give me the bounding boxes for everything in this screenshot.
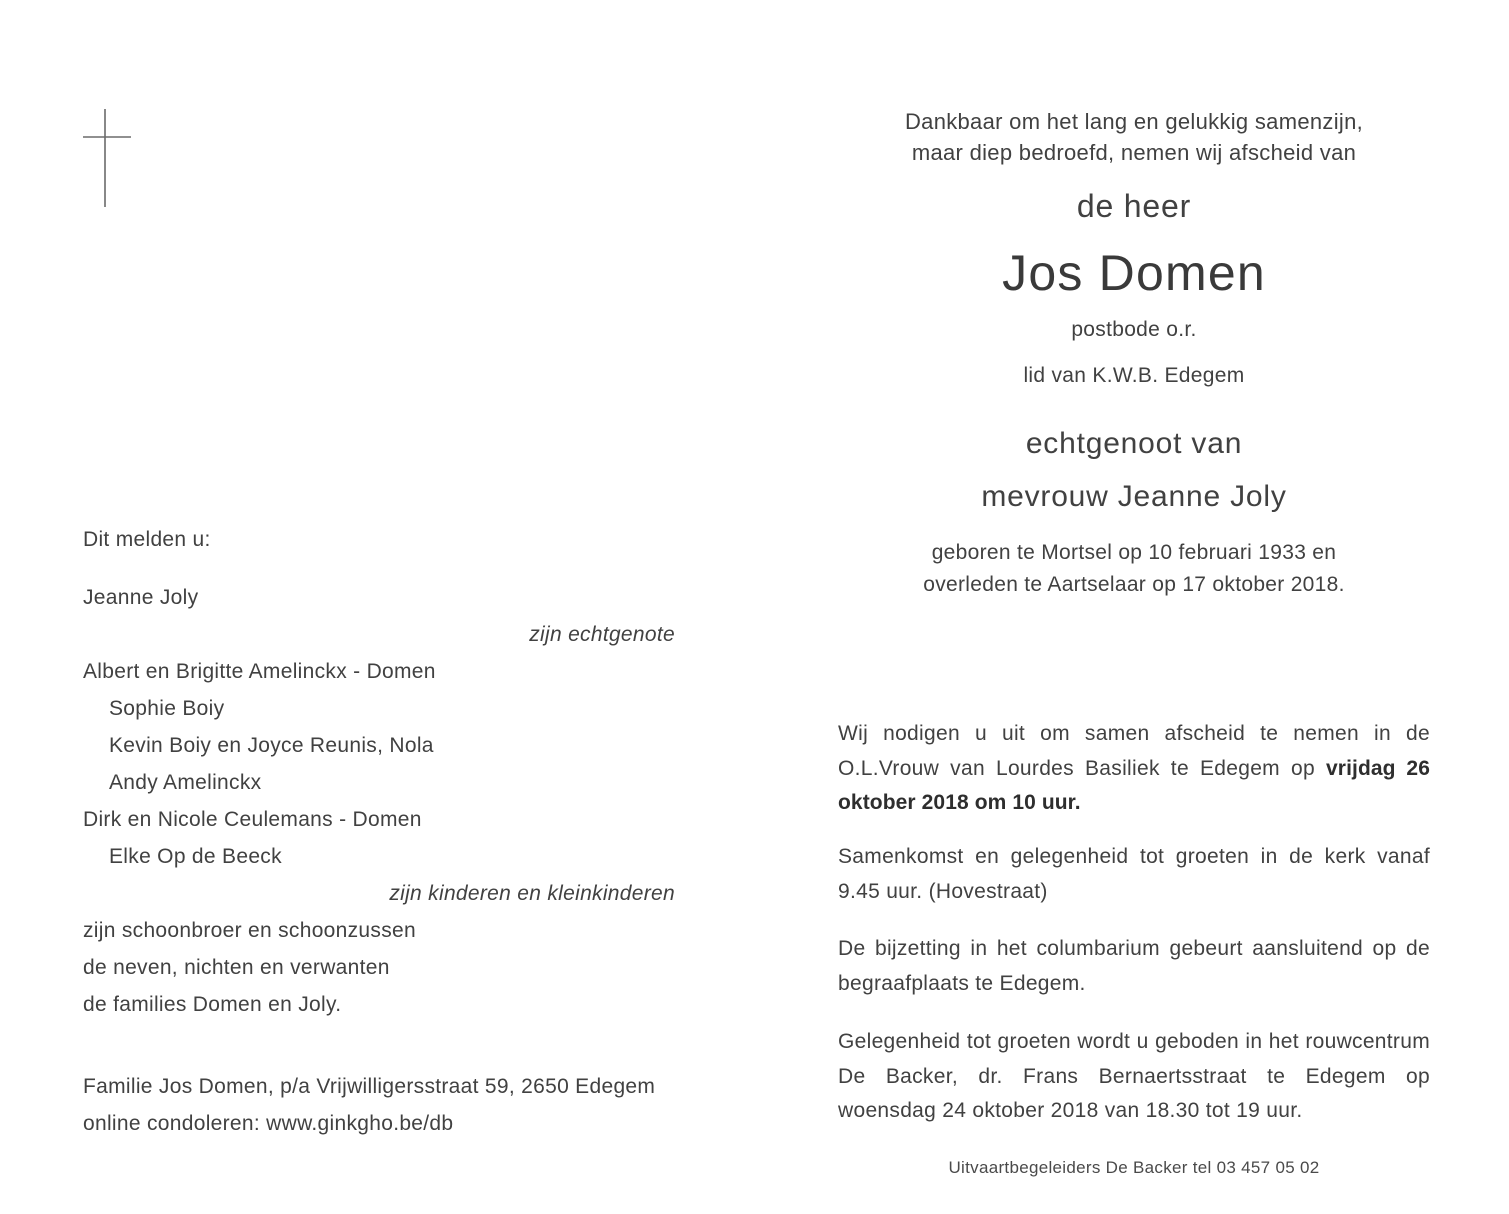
spouse-line-2: mevrouw Jeanne Joly — [981, 480, 1287, 513]
announcement-intro — [838, 106, 1430, 168]
family-line: de families Domen en Joly. — [83, 993, 342, 1016]
notify-heading: Dit melden u: — [83, 528, 211, 551]
cross-icon-svg — [78, 104, 138, 214]
spouse-block — [838, 417, 1430, 523]
ceremony-date-bold: vrijdag 26 oktober 2018 om 10 uur. — [838, 756, 1430, 814]
intro-line-2: maar diep bedroefd, nemen wij afscheid van — [911, 140, 1357, 165]
announcement-column — [838, 0, 1430, 1214]
deceased-name: Jos Domen — [1002, 245, 1266, 301]
relation-label-children: zijn kinderen en kleinkinderen — [389, 882, 675, 905]
birth-death-block — [838, 537, 1430, 601]
online-condolence-line: online condoleren: www.ginkgho.be/db — [83, 1112, 454, 1135]
funeral-home-footer: Uitvaartbegeleiders De Backer tel 03 457 05 02 — [948, 1158, 1320, 1177]
family-line: Elke Op de Beeck — [109, 845, 282, 868]
birth-line: geboren te Mortsel op 10 februari 1933 en — [931, 541, 1337, 564]
relation-label-spouse: zijn echtgenote — [529, 623, 675, 646]
gathering-paragraph: Samenkomst en gelegenheid tot groeten in de kerk vanaf 9.45 uur. (Hovestraat) — [838, 845, 1430, 903]
spouse-line-1: echtgenoot van — [1025, 427, 1243, 460]
cross-icon — [78, 104, 138, 214]
death-line: overleden te Aartselaar op 17 oktober 2018. — [923, 573, 1345, 596]
contact-address-line: Familie Jos Domen, p/a Vrijwilligersstraat 59, 2650 Edegem — [83, 1075, 656, 1098]
ceremony-paragraph — [838, 717, 1430, 821]
membership-line: lid van K.W.B. Edegem — [1023, 364, 1245, 387]
family-line: Sophie Boiy — [109, 697, 225, 720]
interment-paragraph: De bijzetting in het columbarium gebeurt aansluitend op de begraafplaats te Edegem. — [838, 937, 1430, 995]
family-list — [83, 521, 675, 1142]
family-line: Kevin Boiy en Joyce Reunis, Nola — [109, 734, 434, 757]
visitation-paragraph: Gelegenheid tot groeten wordt u geboden in het rouwcentrum De Backer, dr. Frans Bernaertsstraat te Edegem op woensdag 24 oktober 2018 van 18.30 tot 19 uur. — [838, 1030, 1430, 1122]
family-line: Albert en Brigitte Amelinckx - Domen — [83, 660, 436, 683]
intro-line-1: Dankbaar om het lang en gelukkig samenzijn, — [904, 109, 1364, 134]
family-line-spouse: Jeanne Joly — [83, 586, 199, 609]
family-line: Andy Amelinckx — [109, 771, 262, 794]
family-line: de neven, nichten en verwanten — [83, 956, 390, 979]
salutation: de heer — [1076, 188, 1192, 224]
ceremony-text: Wij nodigen u uit om samen afscheid te nemen in de O.L.Vrouw van Lourdes Basiliek te Edegem op — [838, 722, 1430, 780]
family-line: Dirk en Nicole Ceulemans - Domen — [83, 808, 422, 831]
family-line: zijn schoonbroer en schoonzussen — [83, 919, 416, 942]
occupation-line: postbode o.r. — [1071, 318, 1197, 341]
